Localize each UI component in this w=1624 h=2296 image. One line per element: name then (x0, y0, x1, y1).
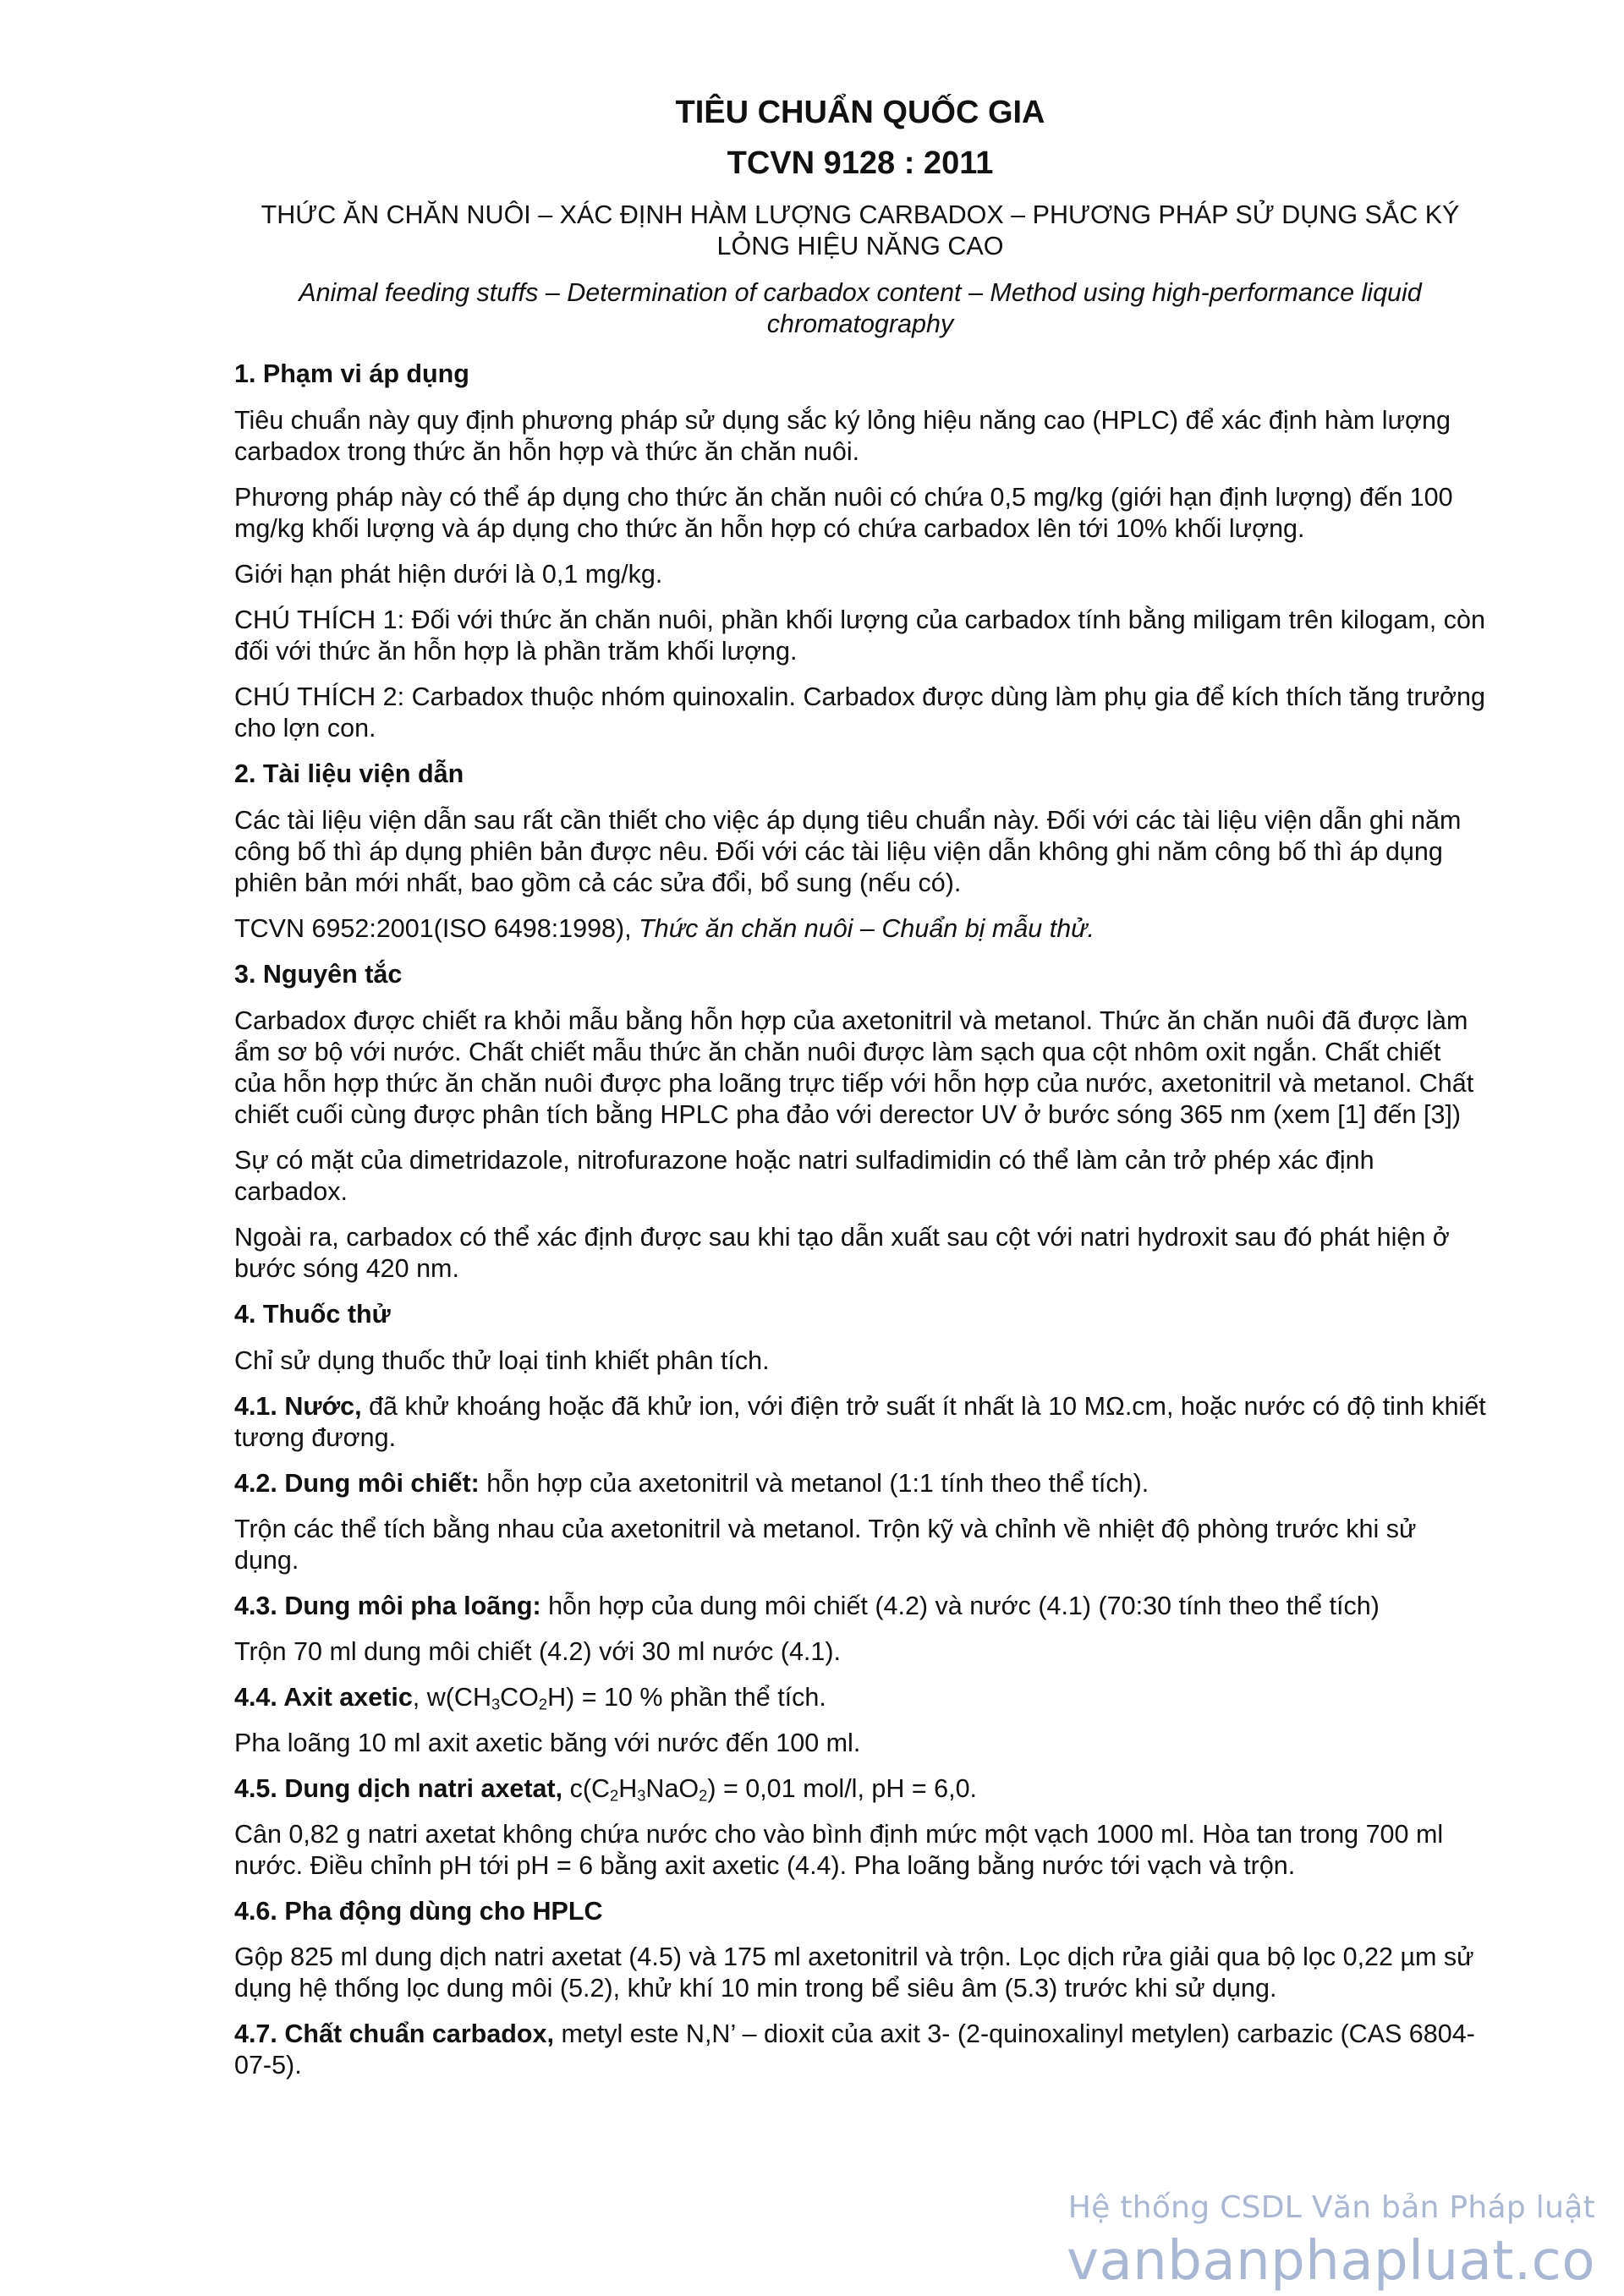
item-label: 4.5. Dung dịch natri axetat, (234, 1774, 563, 1803)
section-heading-scope: 1. Phạm vi áp dụng (234, 359, 469, 388)
item-label: 4.3. Dung môi pha loãng: (234, 1592, 541, 1620)
watermark-line-1: Hệ thống CSDL Văn bản Pháp luật (1067, 2190, 1595, 2225)
document-page (234, 85, 1486, 2096)
paragraph: Pha loãng 10 ml axit axetic băng với nước đến 100 ml. (234, 1729, 861, 1757)
paragraph: Tiêu chuẩn này quy định phương pháp sử dụng sắc ký lỏng hiệu năng cao (HPLC) để xác định hàm lượng carbadox trong thức ăn hỗn hợp và thức ăn chăn nuôi. (234, 406, 1451, 466)
doc-code: TCVN 9128 : 2011 (727, 145, 994, 181)
formula-text: ) = 0,01 mol/l, pH = 6,0. (707, 1774, 978, 1803)
subscript: 3 (491, 1695, 501, 1713)
item-text: hỗn hợp của axetonitril và metanol (1:1 tính theo thể tích). (479, 1469, 1149, 1498)
reagent-4-4 (234, 1682, 1486, 1713)
section-heading-principle: 3. Nguyên tắc (234, 960, 403, 989)
formula-text: H) = 10 % phần thể tích. (547, 1683, 826, 1712)
reagent-4-2 (234, 1468, 1486, 1499)
item-text: đã khử khoáng hoặc đã khử ion, với điện trở suất ít nhất là 10 MΩ.cm, hoặc nước có độ tinh khiết tương đương. (234, 1392, 1486, 1452)
reagent-4-7 (234, 2019, 1486, 2081)
item-label: 4.1. Nước, (234, 1392, 362, 1421)
item-label: 4.2. Dung môi chiết: (234, 1469, 480, 1498)
item-text: metyl este N,N’ – dioxit của axit 3- (2-quinoxalinyl metylen) carbazic (CAS 6804-07-5). (234, 2019, 1475, 2080)
reagent-4-5 (234, 1773, 1486, 1805)
note: CHÚ THÍCH 1: Đối với thức ăn chăn nuôi, phần khối lượng của carbadox tính bằng miligam trên kilogam, còn đối với thức ăn hỗn hợp là phần trăm khối lượng. (234, 606, 1485, 666)
formula-text: CO (500, 1683, 539, 1712)
subscript: 2 (699, 1786, 708, 1805)
formula-text: H (618, 1774, 638, 1803)
item-label: 4.4. Axit axetic (234, 1683, 413, 1712)
paragraph: Cân 0,82 g natri axetat không chứa nước cho vào bình định mức một vạch 1000 ml. Hòa tan trong 700 ml nước. Điều chỉnh pH tới pH = 6 bằng axit axetic (4.4). Pha loãng bằng nước tới vạch và trộn. (234, 1820, 1444, 1880)
formula-text: c(C (562, 1774, 611, 1803)
paragraph: Trộn 70 ml dung môi chiết (4.2) với 30 ml nước (4.1). (234, 1637, 841, 1666)
paragraph: Sự có mặt của dimetridazole, nitrofurazone hoặc natri sulfadimidin có thể làm cản trở phép xác định carbadox. (234, 1146, 1374, 1206)
section-heading-reagents: 4. Thuốc thử (234, 1300, 391, 1329)
formula-text: NaO (645, 1774, 700, 1803)
item-text: hỗn hợp của dung môi chiết (4.2) và nước (4.1) (70:30 tính theo thể tích) (540, 1592, 1380, 1620)
reference-code: TCVN 6952:2001(ISO 6498:1998), (234, 914, 639, 943)
reference-item (234, 913, 1486, 945)
section-heading-references: 2. Tài liệu viện dẫn (234, 759, 464, 788)
paragraph: Giới hạn phát hiện dưới là 0,1 mg/kg. (234, 560, 663, 589)
paragraph: Phương pháp này có thể áp dụng cho thức ăn chăn nuôi có chứa 0,5 mg/kg (giới hạn định lượng) đến 100 mg/kg khối lượng và áp dụng cho thức ăn hỗn hợp có chứa carbadox lên tới 10% khối lượng. (234, 483, 1453, 543)
note: CHÚ THÍCH 2: Carbadox thuộc nhóm quinoxalin. Carbadox được dùng làm phụ gia để kích thích tăng trưởng cho lợn con. (234, 682, 1485, 743)
paragraph: Ngoài ra, carbadox có thể xác định được sau khi tạo dẫn xuất sau cột với natri hydroxit sau đó phát hiện ở bước sóng 420 nm. (234, 1223, 1450, 1283)
formula-text: , w(CH (412, 1683, 491, 1712)
doc-title: TIÊU CHUẨN QUỐC GIA (675, 95, 1045, 130)
subscript: 2 (610, 1786, 619, 1805)
paragraph: Các tài liệu viện dẫn sau rất cần thiết cho việc áp dụng tiêu chuẩn này. Đối với các tài liệu viện dẫn ghi năm công bố thì áp dụng phiên bản được nêu. Đối với các tài liệu viện dẫn không ghi năm công bố thì áp dụng phiên bản mới nhất, bao gồm cả các sửa đổi, bổ sung (nếu có). (234, 806, 1462, 897)
doc-title-vietnamese: THỨC ĂN CHĂN NUÔI – XÁC ĐỊNH HÀM LƯỢNG CARBADOX – PHƯƠNG PHÁP SỬ DỤNG SẮC KÝ LỎNG HIỆU NĂNG CAO (261, 200, 1460, 260)
item-label: 4.7. Chất chuẩn carbadox, (234, 2019, 554, 2048)
paragraph: Gộp 825 ml dung dịch natri axetat (4.5) và 175 ml axetonitril và trộn. Lọc dịch rửa giải qua bộ lọc 0,22 µm sử dụng hệ thống lọc dung môi (5.2), khử khí 10 min trong bể siêu âm (5.3) trước khi sử dụng. (234, 1943, 1474, 2003)
reagent-4-1 (234, 1391, 1486, 1454)
paragraph: Chỉ sử dụng thuốc thử loại tinh khiết phân tích. (234, 1346, 770, 1375)
reagent-4-3 (234, 1591, 1486, 1622)
subscript: 2 (538, 1695, 548, 1713)
watermark-line-2: vanbanphapluat.co (1067, 2230, 1595, 2293)
paragraph: Carbadox được chiết ra khỏi mẫu bằng hỗn hợp của axetonitril và metanol. Thức ăn chăn nuôi đã được làm ẩm sơ bộ với nước. Chất chiết mẫu thức ăn chăn nuôi được làm sạch qua cột nhôm oxit ngắn. Chất chiết của hỗn hợp thức ăn chăn nuôi được pha loãng trực tiếp với hỗn hợp của nước, axetonitril và metanol. Chất chiết cuối cùng được phân tích bằng HPLC pha đảo với derector UV ở bước sóng 365 nm (xem [1] đến [3]) (234, 1006, 1474, 1129)
watermark (1067, 2189, 1595, 2296)
doc-title-english: Animal feeding stuffs – Determination of carbadox content – Method using high-performance liquid chromatography (299, 278, 1422, 338)
reference-title: Thức ăn chăn nuôi – Chuẩn bị mẫu thử. (639, 914, 1095, 943)
paragraph: Trộn các thể tích bằng nhau của axetonitril và metanol. Trộn kỹ và chỉnh về nhiệt độ phòng trước khi sử dụng. (234, 1515, 1417, 1575)
subscript: 3 (637, 1786, 646, 1805)
reagent-4-6-heading: 4.6. Pha động dùng cho HPLC (234, 1897, 603, 1926)
